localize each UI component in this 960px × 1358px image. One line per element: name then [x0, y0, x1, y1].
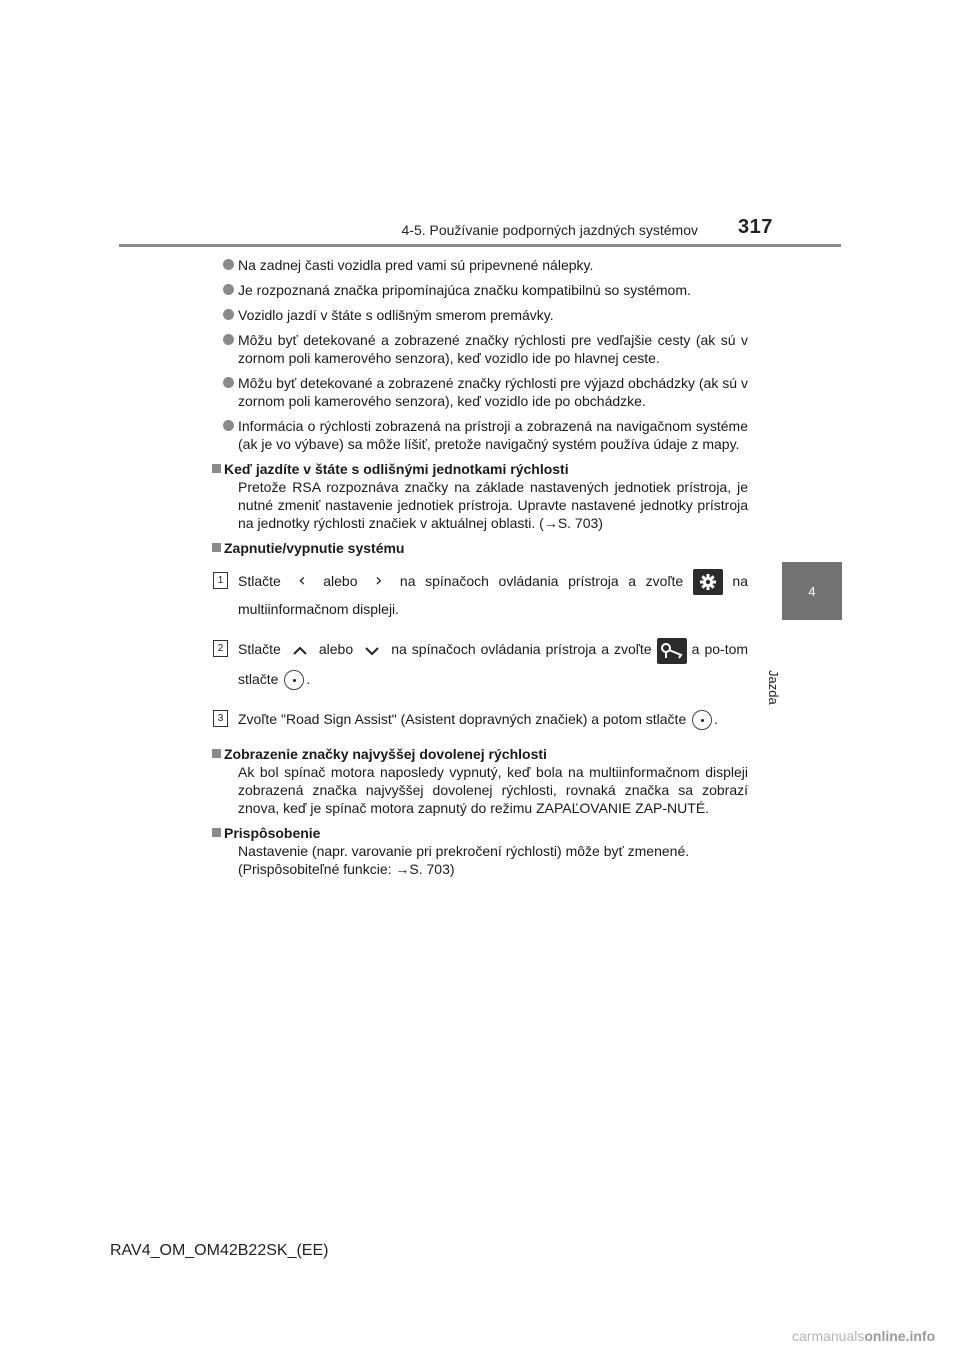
- section-heading: Keď jazdíte v štáte s odlišnými jednotkami rýchlosti: [210, 460, 748, 478]
- document-code: RAV4_OM_OM42B22SK_(EE): [110, 1242, 329, 1259]
- chapter-title: 4-5. Používanie podporných jazdných systémov: [401, 222, 698, 238]
- square-bullet-icon: [212, 828, 221, 837]
- bullet-icon: [223, 284, 234, 295]
- chapter-tab-label: [766, 640, 815, 705]
- step-1: 1 Stlačte ‹ alebo › na spínačoch ovládania prístroja a zvoľte na multiinformačnom displeji.: [210, 567, 748, 623]
- list-item: Je rozpoznaná značka pripomínajúca značku kompatibilnú so systémom.: [210, 281, 748, 299]
- bullet-icon: [223, 259, 234, 270]
- bullet-icon: [223, 377, 234, 388]
- section-body: Ak bol spínač motora naposledy vypnutý, keď bola na multiinformačnom displeji zobrazená značka najvyššej dovolenej rýchlosti, rovnaká značka sa zobrazí znova, keď je spínač motora zapnutý do režimu ZAPAĽOVANIE ZAP-NUTÉ.: [238, 763, 748, 816]
- page-header: [0, 0, 960, 250]
- list-item: Vozidlo jazdí v štáte s odlišným smerom premávky.: [210, 306, 748, 324]
- gear-icon: [693, 569, 723, 595]
- list-item: Informácia o rýchlosti zobrazená na prístroji a zobrazená na navigačnom systéme (ak je vo výbave) sa môže líšiť, pretože navigačný systém používa údaje z mapy.: [210, 417, 748, 453]
- section-heading: Zobrazenie značky najvyššej dovolenej rýchlosti: [210, 745, 748, 763]
- watermark: carmanualsonline.info: [792, 1328, 936, 1344]
- square-bullet-icon: [212, 464, 221, 473]
- square-bullet-icon: [212, 749, 221, 758]
- section-custom: [210, 824, 748, 878]
- chapter-tab-label-text: Jazda: [766, 670, 781, 705]
- bullet-icon: [223, 309, 234, 320]
- step-number: 2: [213, 640, 228, 657]
- chevron-down-icon: [358, 637, 386, 665]
- list-item: Na zadnej časti vozidla pred vami sú pripevnené nálepky.: [210, 256, 748, 274]
- step-number: 3: [213, 710, 228, 727]
- page-number: 317: [738, 216, 773, 238]
- chevron-up-icon: [286, 637, 314, 665]
- chevron-right-icon: ›: [375, 570, 383, 591]
- bullet-icon: [223, 420, 234, 431]
- chevron-left-icon: ‹: [298, 570, 306, 591]
- section-body: Nastavenie (napr. varovanie pri prekročení rýchlosti) môže byť zmenené. (Prispôsobiteľné funkcie: →S. 703): [238, 842, 690, 877]
- chapter-tab: [782, 562, 842, 620]
- section-display: [210, 745, 748, 817]
- header-divider: [119, 244, 841, 247]
- section-units: [210, 460, 748, 532]
- road-sign-assist-icon: [657, 638, 687, 664]
- side-thumb-track: [782, 247, 842, 562]
- step-number: 1: [213, 572, 228, 589]
- ok-button-icon: [284, 670, 304, 690]
- list-item: Môžu byť detekované a zobrazené značky rýchlosti pre výjazd obchádzky (ak sú v zornom poli kamerového senzora), keď vozidlo ide po obchádzke.: [210, 374, 748, 410]
- step-2: 2 Stlačte alebo na spínačoch ovládania prístroja a zvoľte a po-tom stlačte .: [210, 635, 748, 692]
- list-item: Môžu byť detekované a zobrazené značky rýchlosti pre vedľajšie cesty (ak sú v zornom poli kamerového senzora), keď vozidlo ide po hlavnej ceste.: [210, 331, 748, 367]
- section-heading: Prispôsobenie: [210, 824, 748, 842]
- bullet-icon: [223, 334, 234, 345]
- section-body: Pretože RSA rozpoznáva značky na základe nastavených jednotiek prístroja, je nutné zmeniť nastavenie jednotiek prístroja. Upravte nastavené jednotky prístroja na jednotky rýchlosti značiek v aktuálnej oblasti. (→S. 703): [238, 479, 748, 531]
- chapter-tab-number: 4: [808, 584, 816, 599]
- section-onoff: [210, 539, 748, 733]
- step-3: 3 Zvoľte "Road Sign Assist" (Asistent dopravných značiek) a potom stlačte .: [210, 705, 748, 733]
- main-content: [210, 250, 748, 885]
- section-heading: Zapnutie/vypnutie systému: [210, 539, 748, 557]
- ok-button-icon: [692, 710, 712, 730]
- square-bullet-icon: [212, 543, 221, 552]
